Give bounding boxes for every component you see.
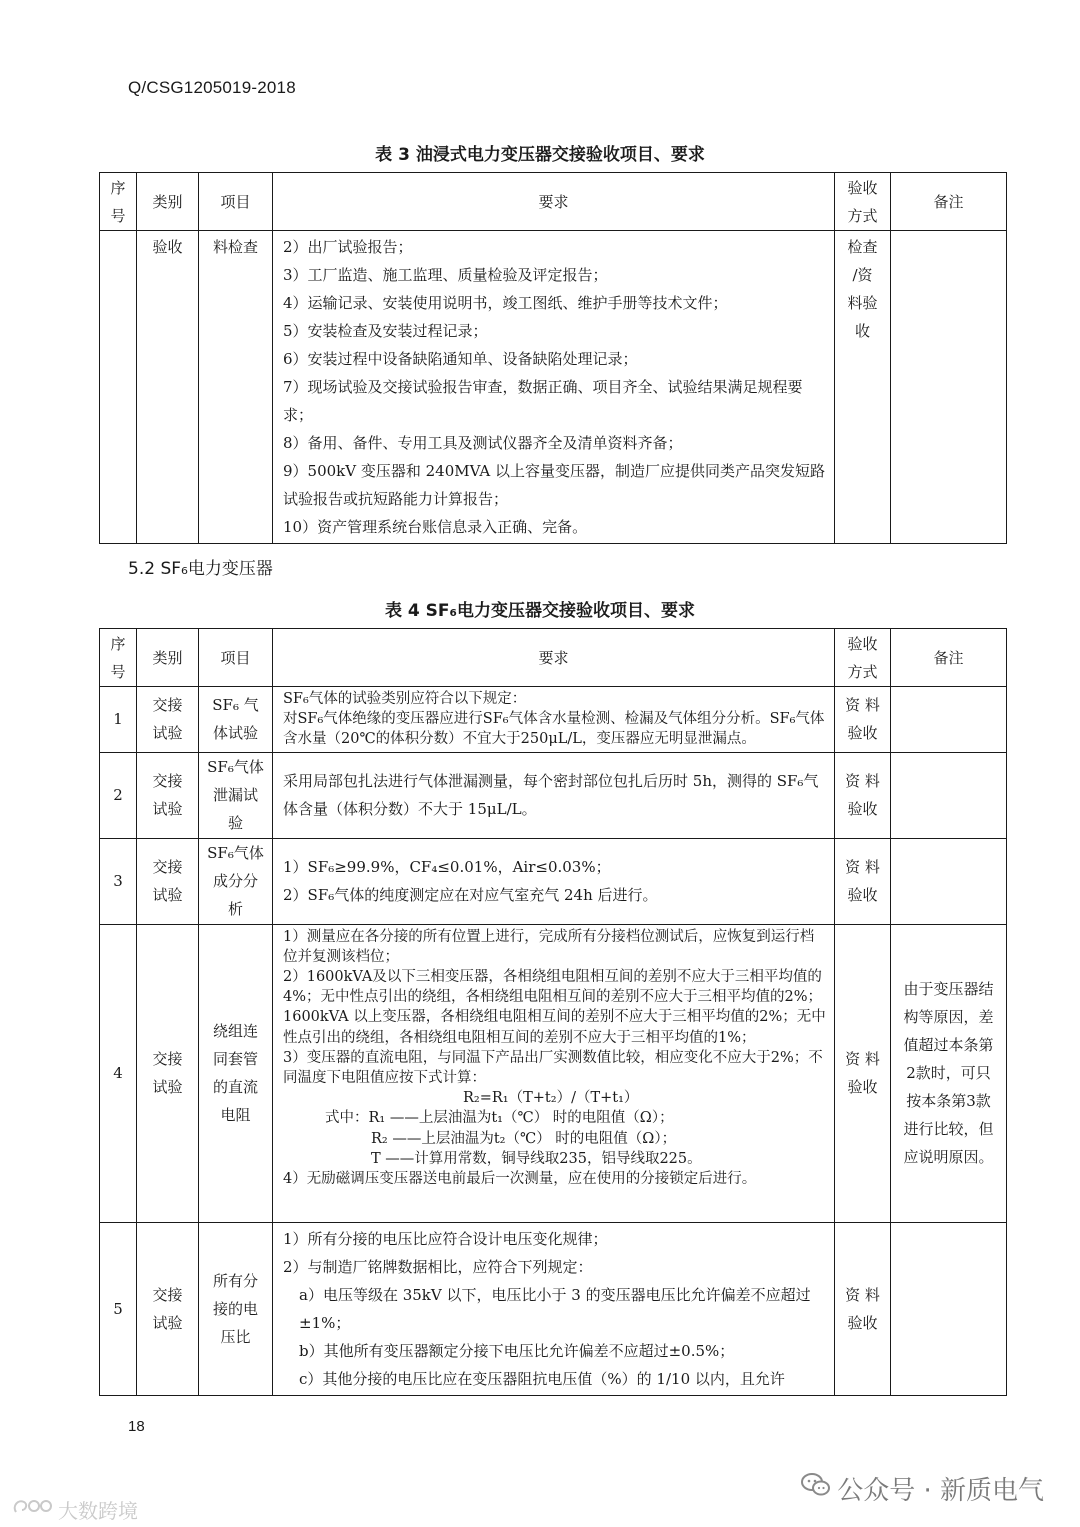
row-requirement: 1）所有分接的电压比应符合设计电压变化规律； 2）与制造厂铭牌数据相比，应符合下列规定： a）电压等级在 35kV 以下，电压比小于 3 的变压器电压比允许偏差不应超过±1%； b）其他所有变压器额定分接下电压比允许偏差不应超过±0.5%； c）其他分接的电压比应在变压器阻抗电压值（%）的 1/10 以内，且允许 <box>273 1222 835 1395</box>
standard-code: Q/CSG1205019-2018 <box>128 78 296 97</box>
header-requirement: 要求 <box>273 629 835 687</box>
row-item: SF₆气体 泄漏试 验 <box>199 752 273 838</box>
row-note <box>891 752 1007 838</box>
row-requirement: SF₆气体的试验类别应符合以下规定： 对SF₆气体绝缘的变压器应进行SF₆气体含水量检测、检漏及气体组分分析。SF₆气体含水量（20℃的体积分数）不宜大于250μL/L，变压器应无明显泄漏点。 <box>273 687 835 753</box>
row-item: SF₆气体 成分分 析 <box>199 838 273 924</box>
table3-caption: 表 3 油浸式电力变压器交接验收项目、要求 <box>375 145 705 165</box>
row-no: 3 <box>100 838 137 924</box>
table-row <box>100 687 1007 753</box>
row-category: 交接 试验 <box>137 838 199 924</box>
row-no: 2 <box>100 752 137 838</box>
header-method: 验收 方式 <box>835 173 891 231</box>
header-method: 验收 方式 <box>835 629 891 687</box>
page-number: 18 <box>128 1418 145 1435</box>
table4-caption: 表 4 SF₆电力变压器交接验收项目、要求 <box>385 601 695 621</box>
row-method: 资 料 验收 <box>835 838 891 924</box>
row-no: 4 <box>100 924 137 1222</box>
header-note: 备注 <box>891 173 1007 231</box>
row-method: 资 料 验收 <box>835 687 891 753</box>
row-method: 资 料 验收 <box>835 752 891 838</box>
row-category: 交接 试验 <box>137 687 199 753</box>
row-note <box>891 231 1007 544</box>
row-note <box>891 838 1007 924</box>
row-category: 交接 试验 <box>137 752 199 838</box>
row-category: 验收 <box>137 231 199 544</box>
section-title: 5.2 SF₆电力变压器 <box>128 559 273 579</box>
table-row <box>100 752 1007 838</box>
row-category: 交接 试验 <box>137 1222 199 1395</box>
table-row <box>100 924 1007 1222</box>
header-category: 类别 <box>137 629 199 687</box>
header-note: 备注 <box>891 629 1007 687</box>
row-method: 资 料 验收 <box>835 1222 891 1395</box>
row-method: 检查 /资 料验 收 <box>835 231 891 544</box>
table3-header-row <box>100 173 1007 231</box>
row-note <box>891 687 1007 753</box>
watermark-right: 公众号 · 新质电气 <box>801 1470 1044 1507</box>
header-item: 项目 <box>199 629 273 687</box>
row-item: 所有分 接的电 压比 <box>199 1222 273 1395</box>
table-row <box>100 1222 1007 1395</box>
row-category: 交接 试验 <box>137 924 199 1222</box>
row-note: 由于变压器结构等原因，差值超过本条第2款时，可只按本条第3款进行比较，但应说明原因。 <box>891 924 1007 1222</box>
row-requirement: 1）SF₆≥99.9%，CF₄≤0.01%，Air≤0.03%； 2）SF₆气体的纯度测定应在对应气室充气 24h 后进行。 <box>273 838 835 924</box>
row-no <box>100 231 137 544</box>
table-row <box>100 838 1007 924</box>
row-requirement: 采用局部包扎法进行气体泄漏测量，每个密封部位包扎后历时 5h，测得的 SF₆气体含量（体积分数）不大于 15μL/L。 <box>273 752 835 838</box>
wechat-icon <box>801 1472 831 1505</box>
table4 <box>99 628 1007 1396</box>
table4-header-row <box>100 629 1007 687</box>
watermark-left: 大数跨境 <box>10 1495 138 1524</box>
row-requirement: 2）出厂试验报告； 3）工厂监造、施工监理、质量检验及评定报告； 4）运输记录、安装使用说明书，竣工图纸、维护手册等技术文件； 5）安装检查及安装过程记录； 6）安装过程中设备缺陷通知单、设备缺陷处理记录； 7）现场试验及交接试验报告审查，数据正确、项目齐全、试验结果满足规程要求； 8）备用、备件、专用工具及测试仪器齐全及清单资料齐备； 9）500kV 变压器和 240MVA 以上容量变压器，制造厂应提供同类产品突发短路试验报告或抗短路能力计算报告； 10）资产管理系统台账信息录入正确、完备。 <box>273 231 835 544</box>
table-row <box>100 231 1007 544</box>
table3 <box>99 172 1007 544</box>
row-no: 1 <box>100 687 137 753</box>
header-item: 项目 <box>199 173 273 231</box>
row-item: SF₆ 气 体试验 <box>199 687 273 753</box>
row-method: 资 料 验收 <box>835 924 891 1222</box>
header-no: 序 号 <box>100 629 137 687</box>
row-item: 绕组连 同套管 的直流 电阻 <box>199 924 273 1222</box>
row-no: 5 <box>100 1222 137 1395</box>
header-category: 类别 <box>137 173 199 231</box>
header-requirement: 要求 <box>273 173 835 231</box>
resistance-formula: R₂=R₁（T+t₂）/（T+t₁） <box>463 1090 639 1107</box>
row-requirement: 1）测量应在各分接的所有位置上进行，完成所有分接档位测试后，应恢复到运行档位并复测该档位； 2）1600kVA及以下三相变压器，各相绕组电阻相互间的差别不应大于三相平均值的4%；无中性点引出的绕组，各相绕组电阻相互间的差别不应大于三相平均值的2%；1600kVA 以上变压器，各相绕组电阻相互间的差别不应大于三相平均值的2%；无中性点引出的绕组，各相绕组电阻相互间的差别不应大于三相平均值的1%； 3）变压器的直流电阻，与同温下产品出厂实测数值比较，相应变化不应大于2%；不同温度下电阻值应按下式计算： R₂=R₁（T+t₂）/（T+t₁） 式中：R₁ ——上层油温为t₁（℃） 时的电阻值（Ω）； R₂ ——上层油温为t₂（℃） 时的电阻值（Ω）； T ——计算用常数，铜导线取235，铝导线取225。 4）无励磁调压变压器送电前最后一次测量，应在使用的分接锁定后进行。 <box>273 924 835 1222</box>
row-item: 料检查 <box>199 231 273 544</box>
row-note <box>891 1222 1007 1395</box>
header-no: 序 号 <box>100 173 137 231</box>
logo-icon <box>10 1496 54 1523</box>
